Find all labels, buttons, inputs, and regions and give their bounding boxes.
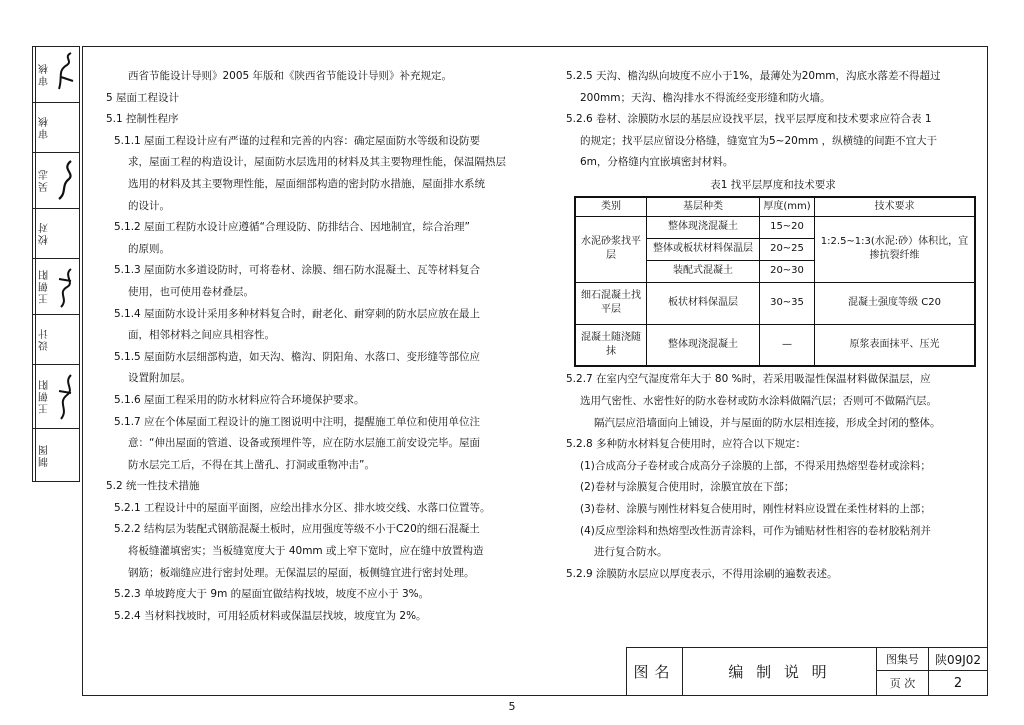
sig-row bbox=[33, 365, 79, 429]
text-line: 将板缝灌填密实；当板缝宽度大于 40mm 或上窄下宽时，应在缝中放置构造 bbox=[128, 545, 484, 558]
table-cell: 原浆表面抹平、压光 bbox=[815, 324, 976, 366]
sig-row bbox=[33, 259, 79, 315]
text-line: 200mm；天沟、檐沟排水不得流经变形缝和防火墙。 bbox=[580, 91, 831, 104]
table-cell: 30~35 bbox=[760, 282, 815, 324]
text-line: 的设计。 bbox=[128, 199, 170, 212]
table-cell: 20~30 bbox=[760, 260, 815, 282]
text-line: 选用气密性、水密性好的防水卷材或防水涂料做隔汽层；否则可不做隔汽层。 bbox=[580, 395, 937, 408]
text-line: 5.2.7 在室内空气湿度常年大于 80 %时，若采用吸湿性保温材料做保温层，应 bbox=[566, 373, 931, 386]
table-cell: 混凝土随浇随抹 bbox=[575, 324, 647, 366]
table-cell: 整体现浇混凝土 bbox=[647, 324, 760, 366]
column-divider bbox=[556, 46, 557, 646]
text-line: 选用的材料及其主要物理性能，屋面细部构造的密封防水措施，屋面排水系统 bbox=[128, 177, 485, 190]
table-cell: 板状材料保温层 bbox=[647, 282, 760, 324]
sig-row bbox=[33, 103, 79, 153]
spec-table bbox=[574, 196, 976, 368]
sheet-page-number: 2 bbox=[953, 675, 963, 691]
signature bbox=[53, 259, 79, 314]
text-line: 钢筋；板端缝应进行密封处理。无保温层的屋面，板侧缝宜进行密封处理。 bbox=[128, 566, 475, 579]
sig-row bbox=[33, 153, 79, 209]
text-line: (1)合成高分子卷材或合成高分子涂膜的上部，不得采用热熔型卷材或涂料； bbox=[580, 459, 931, 472]
table-header: 技术要求 bbox=[815, 197, 976, 217]
right-column bbox=[566, 66, 980, 585]
sig-row bbox=[33, 429, 79, 481]
text-line: 5.2.1 工程设计中的屋面平面图，应绘出排水分区、排水坡交线、水落口位置等。 bbox=[114, 501, 491, 514]
table-header-row bbox=[575, 197, 975, 217]
text-line: 隔汽层应沿墙面向上铺设，并与屋面的防水层相连接，形成全封闭的整体。 bbox=[594, 416, 941, 429]
table-cell: 整体现浇混凝土 bbox=[647, 216, 760, 238]
text-line: (2)卷材与涂膜复合使用时，涂膜宜放在下部； bbox=[580, 481, 795, 494]
table-caption: 表1 找平层厚度和技术要求 bbox=[710, 178, 836, 191]
text-line: 5.1.4 屋面防水设计采用多种材料复合时，耐老化、耐穿刺的防水层应放在最上 bbox=[114, 307, 481, 320]
sig-label: 审核 bbox=[35, 103, 54, 152]
text-line: (3)卷材、涂膜与刚性材料复合使用时，刚性材料应设置在柔性材料的上部； bbox=[580, 503, 931, 516]
table-cell: 20~25 bbox=[760, 238, 815, 260]
drawing-title: 编 制 说 明 bbox=[683, 648, 877, 695]
table-row bbox=[575, 282, 975, 324]
table-cell: 1:2.5~1:3(水泥:砂）体积比，宜掺抗裂纤维 bbox=[815, 216, 976, 282]
table-row bbox=[575, 216, 975, 238]
text-line: 面，相邻材料之间应具相容性。 bbox=[128, 329, 275, 342]
text-line: 5.2.2 结构层为装配式钢筋混凝土板时，应用强度等级不小于C20的细石混凝土 bbox=[114, 523, 480, 536]
sig-row bbox=[33, 47, 79, 103]
left-column bbox=[100, 66, 518, 627]
text-line: 防水层完工后，不得在其上凿孔、打洞或重物冲击”。 bbox=[128, 458, 375, 471]
section-heading: 5.1 控制性程序 bbox=[106, 113, 179, 126]
section-heading: 5.2 统一性技术措施 bbox=[106, 480, 200, 493]
text-line: 5.1.1 屋面工程设计应有严谨的过程和完善的内容：确定屋面防水等级和设防要 bbox=[114, 134, 481, 147]
table-cell: 整体或板状材料保温层 bbox=[647, 238, 760, 260]
sig-label: 制图 bbox=[35, 429, 54, 481]
sig-row bbox=[33, 209, 79, 259]
section-heading: 5 屋面工程设计 bbox=[106, 91, 180, 104]
sig-label: 王朝阳 bbox=[35, 365, 54, 428]
text-line: 意：“伸出屋面的管道、设备或预埋件等，应在防水层施工前安设完毕。屋面 bbox=[128, 437, 480, 450]
signature bbox=[53, 47, 79, 102]
sig-label: 吴志 bbox=[35, 153, 54, 208]
set-number-label: 图集号 bbox=[877, 648, 929, 671]
page-label: 页 次 bbox=[877, 671, 929, 695]
sig-label: 设计 bbox=[35, 315, 54, 364]
text-line: 5.2.3 单坡跨度大于 9m 的屋面宜做结构找坡，坡度不应小于 3%。 bbox=[114, 588, 430, 601]
table-header: 厚度(mm) bbox=[760, 197, 815, 217]
text-line: 5.2.8 多种防水材料复合使用时，应符合以下规定： bbox=[566, 438, 807, 451]
title-block bbox=[626, 647, 988, 696]
table-cell: 混凝土强度等级 C20 bbox=[815, 282, 976, 324]
text-line: 5.2.6 卷材、涂膜防水层的基层应设找平层，找平层厚度和技术要求应符合表 1 bbox=[566, 113, 932, 126]
text-line: (4)反应型涂料和热熔型改性沥青涂料，可作为铺贴材性相容的卷材胶粘剂并 bbox=[580, 524, 931, 537]
title-name-label: 图名 bbox=[627, 648, 683, 695]
table-cell: — bbox=[760, 324, 815, 366]
text-line: 5.1.5 屋面防水层细部构造，如天沟、檐沟、阴阳角、水落口、变形缝等部位应 bbox=[114, 350, 481, 363]
signature-block bbox=[32, 46, 80, 482]
signature bbox=[53, 153, 79, 208]
text-line: 使用，也可使用卷材叠层。 bbox=[128, 285, 254, 298]
sig-label: 王朝阳 bbox=[35, 259, 54, 314]
text-line: 5.2.4 当材料找坡时，可用轻质材料或保温层找坡，坡度宜为 2%。 bbox=[114, 609, 427, 622]
text-line: 5.1.3 屋面防水多道设防时，可将卷材、涂膜、细石防水混凝土、瓦等材料复合 bbox=[114, 264, 481, 277]
text-line: 5.1.2 屋面工程防水设计应遵循“合理设防、防排结合、因地制宜，综合治理” bbox=[114, 221, 470, 234]
set-number: 陕09J02 bbox=[929, 648, 987, 671]
table-header: 类别 bbox=[575, 197, 647, 217]
text-line: 5.1.7 应在个体屋面工程设计的施工图说明中注明，提醒施工单位和使用单位注 bbox=[114, 415, 481, 428]
sig-label: 审核 bbox=[35, 47, 54, 102]
text-line: 设置附加层。 bbox=[128, 372, 191, 385]
table-header: 基层种类 bbox=[647, 197, 760, 217]
text-line: 西省节能设计导则》2005 年版和《陕西省节能设计导则》补充规定。 bbox=[128, 70, 453, 82]
text-line: 的规定；找平层应留设分格缝，缝宽宜为5~20mm ，纵横缝的间距不宜大于 bbox=[580, 134, 938, 147]
table-cell: 装配式混凝土 bbox=[647, 260, 760, 282]
text-line: 5.2.5 天沟、檐沟纵向坡度不应小于1%，最薄处为20mm，沟底水落差不得超过 bbox=[566, 70, 941, 82]
table-cell: 15~20 bbox=[760, 216, 815, 238]
text-line: 求，屋面工程的构造设计，屋面防水层选用的材料及其主要物理性能，保温隔热层 bbox=[128, 156, 506, 169]
text-line: 6m，分格缝内宜嵌填密封材料。 bbox=[580, 156, 734, 169]
text-line: 5.2.9 涂膜防水层应以厚度表示，不得用涂刷的遍数表述。 bbox=[566, 567, 838, 580]
sig-label: 校对 bbox=[35, 209, 54, 258]
text-line: 5.1.6 屋面工程采用的防水材料应符合环境保护要求。 bbox=[114, 393, 365, 406]
page-number: 5 bbox=[508, 700, 516, 713]
text-line: 进行复合防水。 bbox=[594, 546, 668, 559]
table-cell: 水泥砂浆找平层 bbox=[575, 216, 647, 282]
sig-row bbox=[33, 315, 79, 365]
signature bbox=[53, 365, 79, 428]
table-row bbox=[575, 324, 975, 366]
table-cell: 细石混凝土找平层 bbox=[575, 282, 647, 324]
text-line: 的原则。 bbox=[128, 242, 170, 255]
